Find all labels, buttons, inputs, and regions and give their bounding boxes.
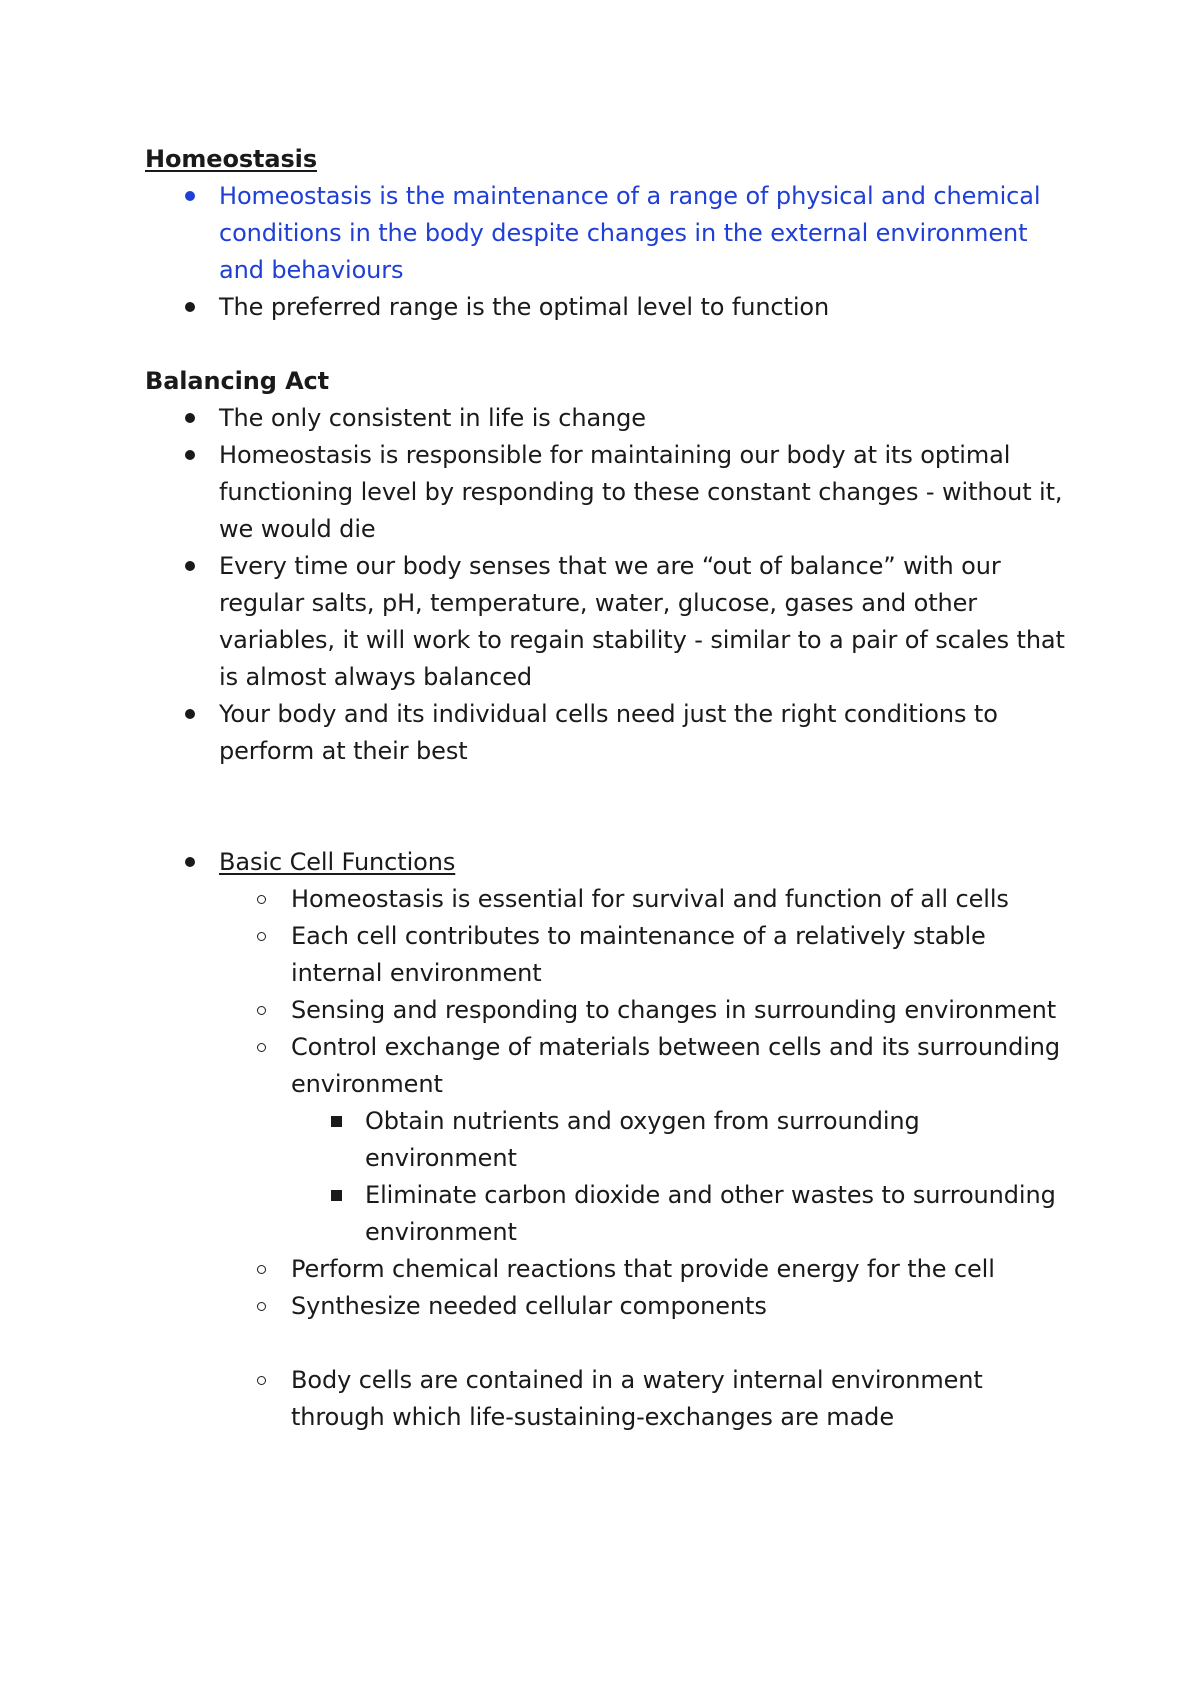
list-item — [219, 1029, 1075, 1251]
list-item-text: Sensing and responding to changes in surrounding environment — [291, 996, 1057, 1024]
circle-bullet-icon — [257, 1302, 266, 1311]
square-bullet-icon — [331, 1116, 342, 1127]
list-item — [219, 881, 1075, 918]
list-item-text: The only consistent in life is change — [219, 404, 646, 432]
exchange-sublist — [291, 1103, 1075, 1251]
balancing-act-list — [145, 400, 1075, 770]
heading-homeostasis: Homeostasis — [145, 145, 317, 173]
list-item — [145, 400, 1075, 437]
list-item-text: Each cell contributes to maintenance of a relatively stable internal environment — [291, 922, 986, 987]
cell-functions-sublist — [219, 881, 1075, 1436]
list-item-text: Every time our body senses that we are “out of balance” with our regular salts, pH, temperature, water, glucose, gases and other variables, it will work to regain stability - similar to a pair of scales that is almost always balanced — [219, 552, 1065, 691]
list-item-text: The preferred range is the optimal level to function — [219, 293, 830, 321]
cell-functions-list — [145, 844, 1075, 1436]
square-bullet-icon — [331, 1190, 342, 1201]
list-item-text: Your body and its individual cells need just the right conditions to perform at their best — [219, 700, 998, 765]
list-item — [145, 844, 1075, 1436]
spacer — [219, 1325, 1075, 1362]
list-item — [145, 696, 1075, 770]
list-item-text: Control exchange of materials between cells and its surrounding environment — [291, 1033, 1061, 1098]
spacer — [145, 326, 1075, 363]
list-item-text: Homeostasis is essential for survival and function of all cells — [291, 885, 1009, 913]
list-item-text: Homeostasis is the maintenance of a range of physical and chemical conditions in the body despite changes in the external environment and behaviours — [219, 182, 1041, 284]
list-item — [145, 289, 1075, 326]
disc-bullet-icon — [185, 191, 195, 201]
list-item-text: Eliminate carbon dioxide and other wastes to surrounding environment — [365, 1181, 1056, 1246]
circle-bullet-icon — [257, 1265, 266, 1274]
circle-bullet-icon — [257, 1043, 266, 1052]
heading-balancing-act: Balancing Act — [145, 367, 330, 395]
circle-bullet-icon — [257, 1376, 266, 1385]
list-item — [145, 548, 1075, 696]
spacer — [145, 770, 1075, 844]
list-item-text: Obtain nutrients and oxygen from surrounding environment — [365, 1107, 920, 1172]
list-item — [219, 992, 1075, 1029]
disc-bullet-icon — [185, 302, 195, 312]
disc-bullet-icon — [185, 413, 195, 423]
list-item — [219, 1288, 1075, 1325]
list-item — [145, 178, 1075, 289]
list-item-text: Body cells are contained in a watery internal environment through which life-sustaining-exchanges are made — [291, 1366, 983, 1431]
cell-functions-title: Basic Cell Functions — [219, 848, 456, 876]
list-item — [219, 1251, 1075, 1288]
list-item — [145, 437, 1075, 548]
disc-bullet-icon — [185, 450, 195, 460]
list-item — [291, 1103, 1075, 1177]
list-item — [291, 1177, 1075, 1251]
disc-bullet-icon — [185, 561, 195, 571]
disc-bullet-icon — [185, 709, 195, 719]
document-body — [145, 141, 1075, 1436]
circle-bullet-icon — [257, 1006, 266, 1015]
list-item-text: Homeostasis is responsible for maintaining our body at its optimal functioning level by responding to these constant changes - without it, we would die — [219, 441, 1063, 543]
circle-bullet-icon — [257, 895, 266, 904]
list-item — [219, 918, 1075, 992]
list-item-text: Perform chemical reactions that provide energy for the cell — [291, 1255, 995, 1283]
list-item-text: Synthesize needed cellular components — [291, 1292, 767, 1320]
homeostasis-list — [145, 178, 1075, 326]
circle-bullet-icon — [257, 932, 266, 941]
disc-bullet-icon — [185, 857, 195, 867]
list-item — [219, 1362, 1075, 1436]
